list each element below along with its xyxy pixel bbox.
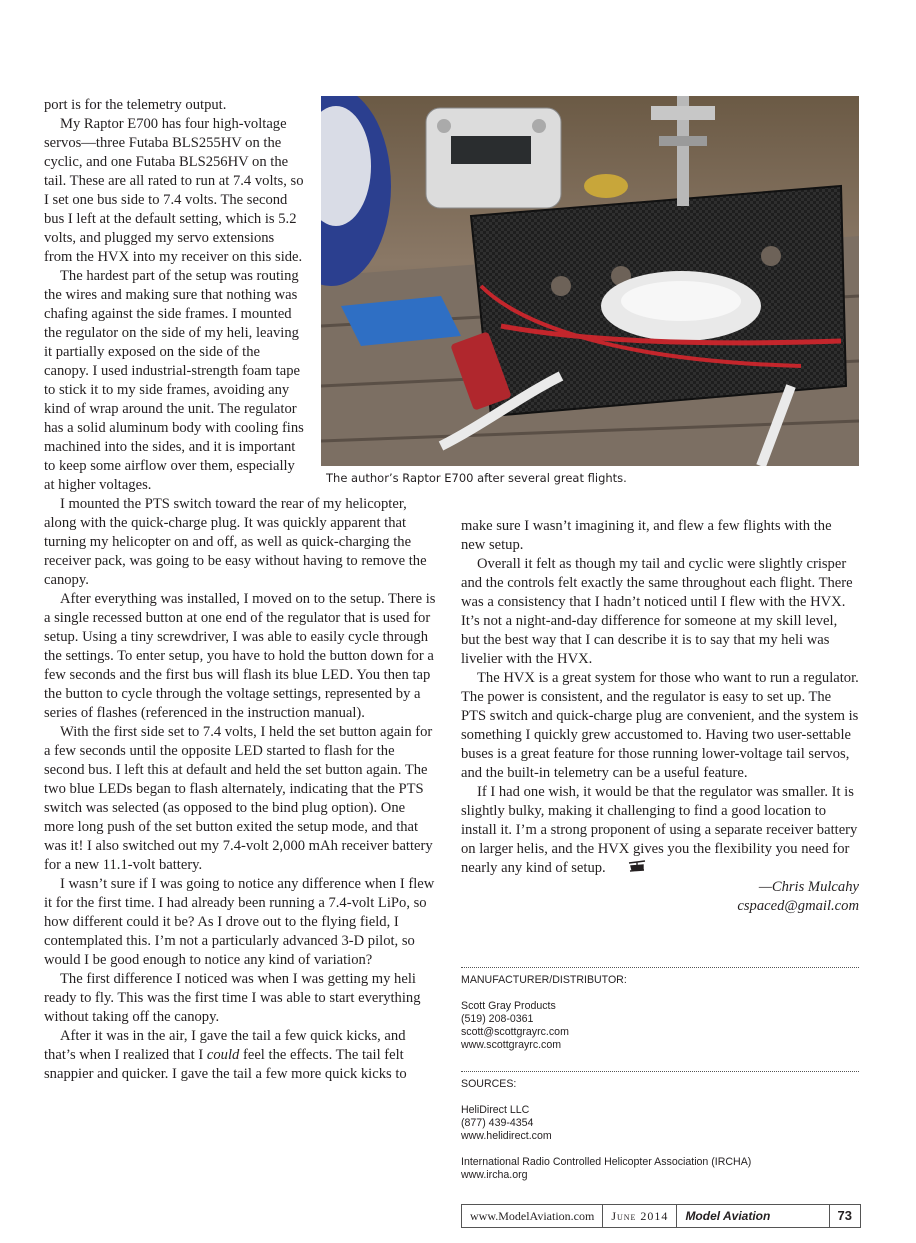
author-signature: —Chris Mulcahy <box>758 879 859 896</box>
paragraph: port is for the telemetry output. <box>44 97 227 113</box>
page-number: 73 <box>837 1208 852 1223</box>
paragraph: With the first side set to 7.4 volts, I held the set button again for a few seconds until the opposite LED started to flash for the second bus. I left this at default and held the set button again. The two blue LEDs began to flash alternately, indicating that the PTS switch was selected (as opposed to the bind plug option). One more long push of the set button exited the setup mode, and that was it! I also switched out my 7.4-volt 2,000 mAh receiver battery for a new 11.1-volt battery. <box>44 724 433 873</box>
paragraph: The HVX is a great system for those who want to run a regulator. The power is consistent, and the regulator is easy to set up. The PTS switch and quick-charge plug are convenient, and the system is something I quickly grew accustomed to. Having two user-settable buses is a great feature for those running lower-voltage tail servos, and the built-in telemetry can be a useful feature. <box>461 670 859 781</box>
paragraph: make sure I wasn’t imagining it, and flew a few flights with the new setup. <box>461 518 832 553</box>
paragraph: I wasn’t sure if I was going to notice any difference when I flew it for the first time. I had already been running a 7.4-volt LiPo, so how different could it be? As I drove out to the flying field, I contemplated this. I’m not a particularly advanced 3-D pilot, so would I be good enough to notice any kind of variation? <box>44 876 435 968</box>
paragraph <box>461 783 859 878</box>
article-right-column <box>461 517 859 916</box>
paragraph <box>44 1027 438 1084</box>
article-left-column <box>44 96 438 1084</box>
paragraph: My Raptor E700 has four high-voltage servos—three Futaba BLS255HV on the cyclic, and one Futaba BLS256HV on the tail. These are all rated to run at 7.4 volts, so I set one bus side to 7.4 volts. The second bus I left at the default setting, which is 5.2 volts, and plugged my servo extensions from the HVX into my receiver on this side. <box>44 116 304 265</box>
text-run: If I had one wish, it would be that the regulator was smaller. It is slightly bulky, making it challenging to find a good location to install it. I’m a strong proponent of using a separate receiver battery on larger helis, and the HVX gives you the flexibility you need for nearly any kind of setup. <box>461 784 858 876</box>
author-email: cspaced@gmail.com <box>737 898 859 915</box>
paragraph: After everything was installed, I moved on to the setup. There is a single recessed button at one end of the regulator that is used for setup. Using a tiny screwdriver, I was able to easily cycle through the settings. To enter setup, you have to hold the button down for a few seconds and the first bus will flash its blue LED. You then tap the button to cycle through the voltage settings, represented by a series of flashes (referenced in the instruction manual). <box>44 591 436 721</box>
source-phone: (877) 439-4354 <box>461 1117 534 1129</box>
text-run: After it was in the air, I gave the tail a few quick kicks, and that’s when I realized that I <box>44 1028 406 1063</box>
page-footer <box>461 1204 861 1228</box>
text-run: feel the effects. The tail felt snappier and quicker. I gave the tail a few more quick kicks to <box>44 1047 407 1082</box>
paragraph: I mounted the PTS switch toward the rear of my helicopter, along with the quick-charge plug. It was quickly apparent that turning my helicopter on and off, as well as quick-charging the receiver pack, was going to be easy without having to remove the canopy. <box>44 496 427 588</box>
emphasis-text: could <box>206 1047 240 1063</box>
source-name: International Radio Controlled Helicopter Association (IRCHA) <box>461 1156 752 1168</box>
manufacturer-box <box>461 967 859 1052</box>
manufacturer-phone: (519) 208-0361 <box>461 1013 534 1025</box>
source-name: HeliDirect LLC <box>461 1104 530 1116</box>
source-website[interactable]: www.helidirect.com <box>461 1130 552 1142</box>
photo-caption: The author’s Raptor E700 after several great flights. <box>326 471 627 485</box>
manufacturer-name: Scott Gray Products <box>461 1000 556 1012</box>
manufacturer-heading: MANUFACTURER/DISTRIBUTOR: <box>461 974 627 986</box>
footer-website[interactable]: www.ModelAviation.com <box>462 1205 603 1227</box>
source-website[interactable]: www.ircha.org <box>461 1169 528 1181</box>
footer-date: June 2014 <box>603 1205 677 1227</box>
footer-magazine-name: Model Aviation <box>677 1205 829 1227</box>
paragraph: The hardest part of the setup was routing the wires and making sure that nothing was chafing against the side frames. I mounted the regulator on the side of my heli, leaving it partially exposed on the side of the canopy. I used industrial-strength foam tape to stick it to my side frames, avoiding any kind of wrap around the unit. The regulator has a solid aluminum body with cooling fins machined into the sides, and it is important to keep some airflow over them, especially at higher voltages. <box>44 268 304 493</box>
paragraph: The first difference I noticed was when I was getting my heli ready to fly. This was the first time I was able to start everything without taking off the canopy. <box>44 971 421 1025</box>
helicopter-end-icon <box>612 859 648 878</box>
sources-box <box>461 1071 859 1182</box>
manufacturer-email[interactable]: scott@scottgrayrc.com <box>461 1026 569 1038</box>
paragraph: Overall it felt as though my tail and cyclic were slightly crisper and the controls felt exactly the same throughout each flight. There was a consistency that I hadn’t noticed until I flew with the HVX. It’s not a night-and-day difference for someone at my skill level, but the best way that I can describe it is to say that my heli was livelier with the HVX. <box>461 556 853 667</box>
sources-heading: SOURCES: <box>461 1078 517 1090</box>
manufacturer-website[interactable]: www.scottgrayrc.com <box>461 1039 562 1051</box>
